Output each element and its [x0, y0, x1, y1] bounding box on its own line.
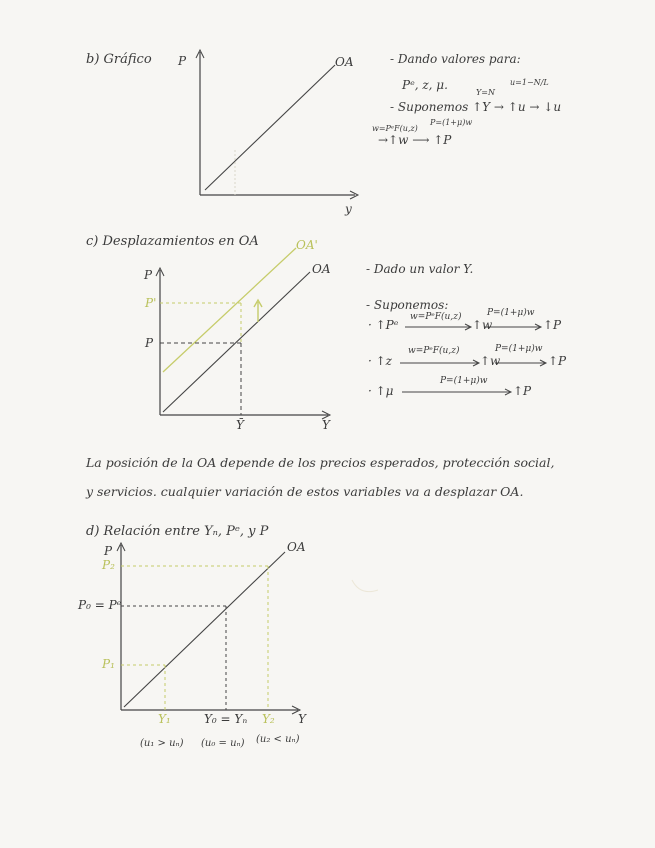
c-row1-end: ↑P — [543, 318, 562, 332]
d-y2-label: Y₂ — [262, 712, 275, 726]
c-pprime-label: P' — [145, 296, 157, 310]
section-b-heading: b) Gráfico — [86, 52, 152, 67]
section-d-heading: d) Relación entre Yₙ, Pᵉ, y P — [86, 524, 269, 539]
oa-line-d — [124, 552, 285, 707]
d-oa-label: OA — [287, 540, 306, 554]
b-oa-label: OA — [335, 55, 354, 69]
d-p1-label: P₁ — [102, 657, 115, 671]
c-row3-mid: P=(1+μ)w — [440, 376, 488, 386]
c-note-2: - Suponemos: — [366, 298, 449, 312]
b-note-3b: u=1−N/L — [510, 78, 549, 87]
paragraph-line-2: y servicios. cualquier variación de estos variables va a desplazar OA. — [86, 484, 524, 499]
b-note-3: - Suponemos ↑Y → ↑u → ↓u — [390, 100, 562, 114]
c-p-axis-label: P — [144, 268, 153, 282]
b-note-5: →↑w ⟶ ↑P — [378, 133, 452, 147]
c-row2-left: · ↑z — [368, 354, 393, 368]
d-p0-label: P₀ = Pᵉ — [78, 598, 122, 612]
d-p2-label: P₂ — [102, 558, 115, 572]
c-row3-end: ↑P — [513, 384, 532, 398]
c-row1-left: · ↑Pᵉ — [368, 318, 399, 332]
c-row1-eq: P=(1+μ)w — [487, 308, 535, 318]
c-row2-mid: w=PᵉF(u,z) — [408, 346, 460, 356]
c-row1-mid: w=PᵉF(u,z) — [410, 312, 462, 322]
b-p-axis-label: P — [178, 54, 187, 68]
b-note-1: - Dando valores para: — [390, 52, 521, 66]
c-y-axis-label: Y — [322, 418, 330, 432]
d-cond-0: (u₀ = uₙ) — [201, 738, 245, 749]
b-note-4: w=PᵉF(u,z) — [372, 124, 418, 133]
c-row1-w: ↑w — [472, 318, 493, 332]
d-y1-label: Y₁ — [158, 712, 171, 726]
c-p-label: P — [145, 336, 154, 350]
c-note-1: - Dado un valor Y. — [366, 262, 474, 276]
c-oa-label: OA — [312, 262, 331, 276]
c-row2-end: ↑P — [548, 354, 567, 368]
section-c-heading: c) Desplazamientos en OA — [86, 234, 259, 249]
c-row3-left: · ↑μ — [368, 384, 394, 398]
b-note-2: Pᵉ, z, μ. — [402, 78, 448, 92]
c-row2-eq: P=(1+μ)w — [495, 344, 543, 354]
d-cond-1: (u₁ > uₙ) — [140, 738, 184, 749]
c-ybar-label: Ȳ — [236, 418, 244, 432]
paragraph-line-1: La posición de la OA depende de los precios esperados, protección social, — [86, 455, 555, 470]
b-y-axis-label: y — [345, 202, 352, 216]
c-row2-w: ↑w — [480, 354, 501, 368]
c-oaprime-label: OA' — [296, 238, 318, 252]
d-y0-label: Y₀ = Yₙ — [204, 712, 248, 726]
d-y-axis-label: Y — [298, 712, 306, 726]
d-cond-2: (u₂ < uₙ) — [256, 734, 300, 745]
b-note-4b: P=(1+μ)w — [430, 118, 473, 127]
b-note-3a: Y=N — [476, 88, 495, 97]
d-p-axis-label: P — [104, 544, 113, 558]
